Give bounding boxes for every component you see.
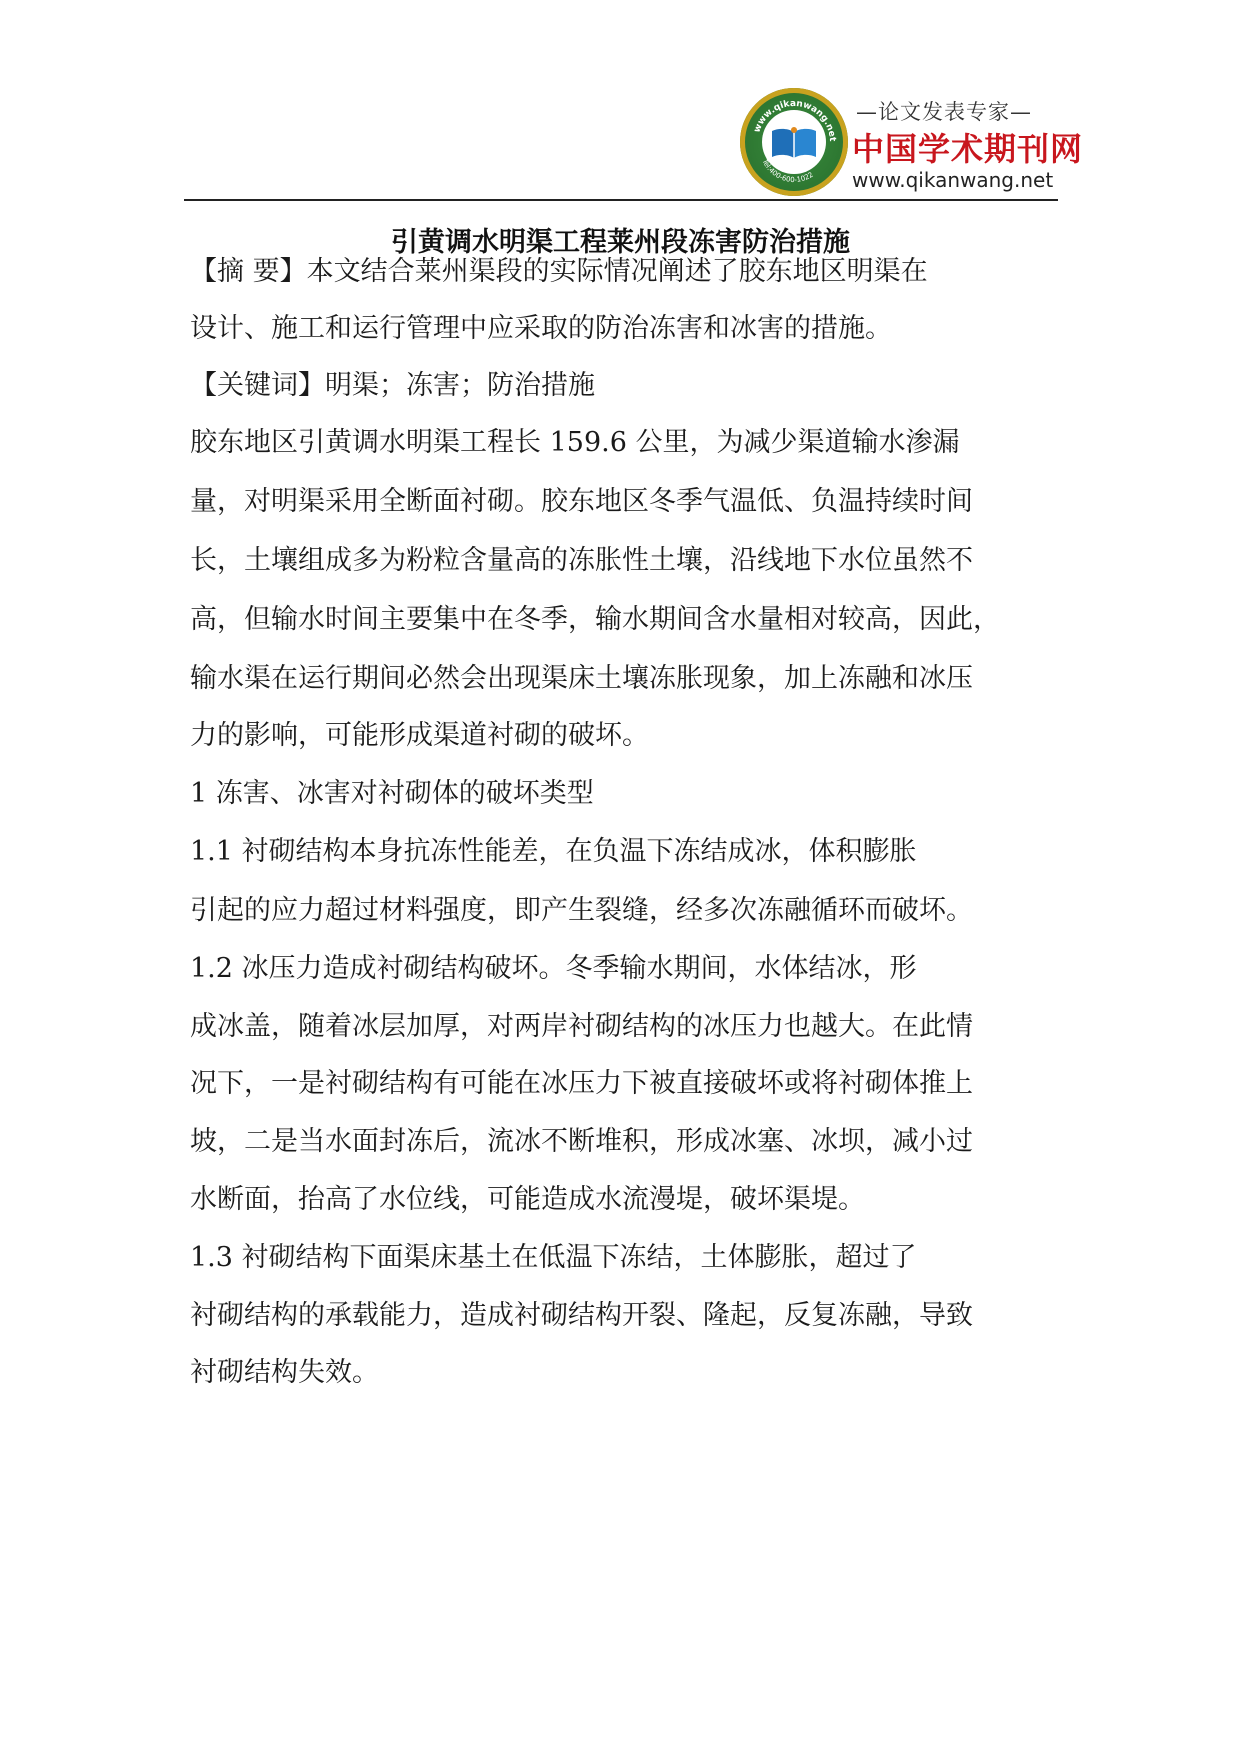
text-line: 【摘 要】本文结合莱州渠段的实际情况阐述了胶东地区明渠在 [190, 256, 928, 287]
text-line: 【关键词】明渠；冻害；防治措施 [190, 370, 595, 401]
text-line: 1.1 衬砌结构本身抗冻性能差，在负温下冻结成冰，体积膨胀 [190, 836, 917, 867]
text-line: 输水渠在运行期间必然会出现渠床土壤冻胀现象，加上冻融和冰压 [190, 663, 973, 694]
svg-text:Tel:400-600-1022 [760, 157, 815, 184]
text-line: 衬砌结构的承载能力，造成衬砌结构开裂、隆起，反复冻融，导致 [190, 1300, 973, 1331]
text-line: 引起的应力超过材料强度，即产生裂缝，经多次冻融循环而破坏。 [190, 895, 973, 926]
text-line: 水断面，抬高了水位线，可能造成水流漫堤，破坏渠堤。 [190, 1184, 865, 1215]
text-line: 高，但输水时间主要集中在冬季，输水期间含水量相对较高，因此， [190, 604, 1000, 635]
text-line: 况下，一是衬砌结构有可能在冰压力下被直接破坏或将衬砌体推上 [190, 1068, 973, 1099]
text-line: 设计、施工和运行管理中应采取的防治冻害和冰害的措施。 [190, 313, 892, 344]
text-line: 成冰盖，随着冰层加厚，对两岸衬砌结构的冰压力也越大。在此情 [190, 1011, 973, 1042]
header-divider [184, 199, 1058, 201]
text-line: 胶东地区引黄调水明渠工程长 159.6 公里，为减少渠道输水渗漏 [190, 427, 960, 458]
logo-url: www.qikanwang.net [852, 168, 1054, 192]
section-heading: 1 冻害、冰害对衬砌体的破坏类型 [190, 778, 594, 809]
logo-ring-tel: Tel:400-600-1022 [760, 158, 815, 185]
document-title: 引黄调水明渠工程莱州段冻害防治措施 [391, 227, 850, 258]
logo-slogan: —论文发表专家— [856, 100, 1032, 124]
text-line: 长，土壤组成多为粉粒含量高的冻胀性土壤，沿线地下水位虽然不 [190, 545, 973, 576]
logo-emblem [740, 88, 848, 196]
text-line: 坡，二是当水面封冻后，流冰不断堆积，形成冰塞、冰坝，减小过 [190, 1126, 973, 1157]
text-line: 量，对明渠采用全断面衬砌。胶东地区冬季气温低、负温持续时间 [190, 486, 973, 517]
logo-brand-name: 中国学术期刊网 [852, 130, 1084, 168]
logo-ring-url: www.qikanwang.net [752, 98, 838, 142]
text-line: 衬砌结构失效。 [190, 1357, 379, 1388]
text-line: 力的影响，可能形成渠道衬砌的破坏。 [190, 720, 649, 751]
site-logo [740, 88, 1084, 200]
book-icon [770, 126, 818, 160]
text-line: 1.3 衬砌结构下面渠床基土在低温下冻结，土体膨胀，超过了 [190, 1242, 917, 1273]
text-line: 1.2 冰压力造成衬砌结构破坏。冬季输水期间，水体结冰，形 [190, 953, 917, 984]
